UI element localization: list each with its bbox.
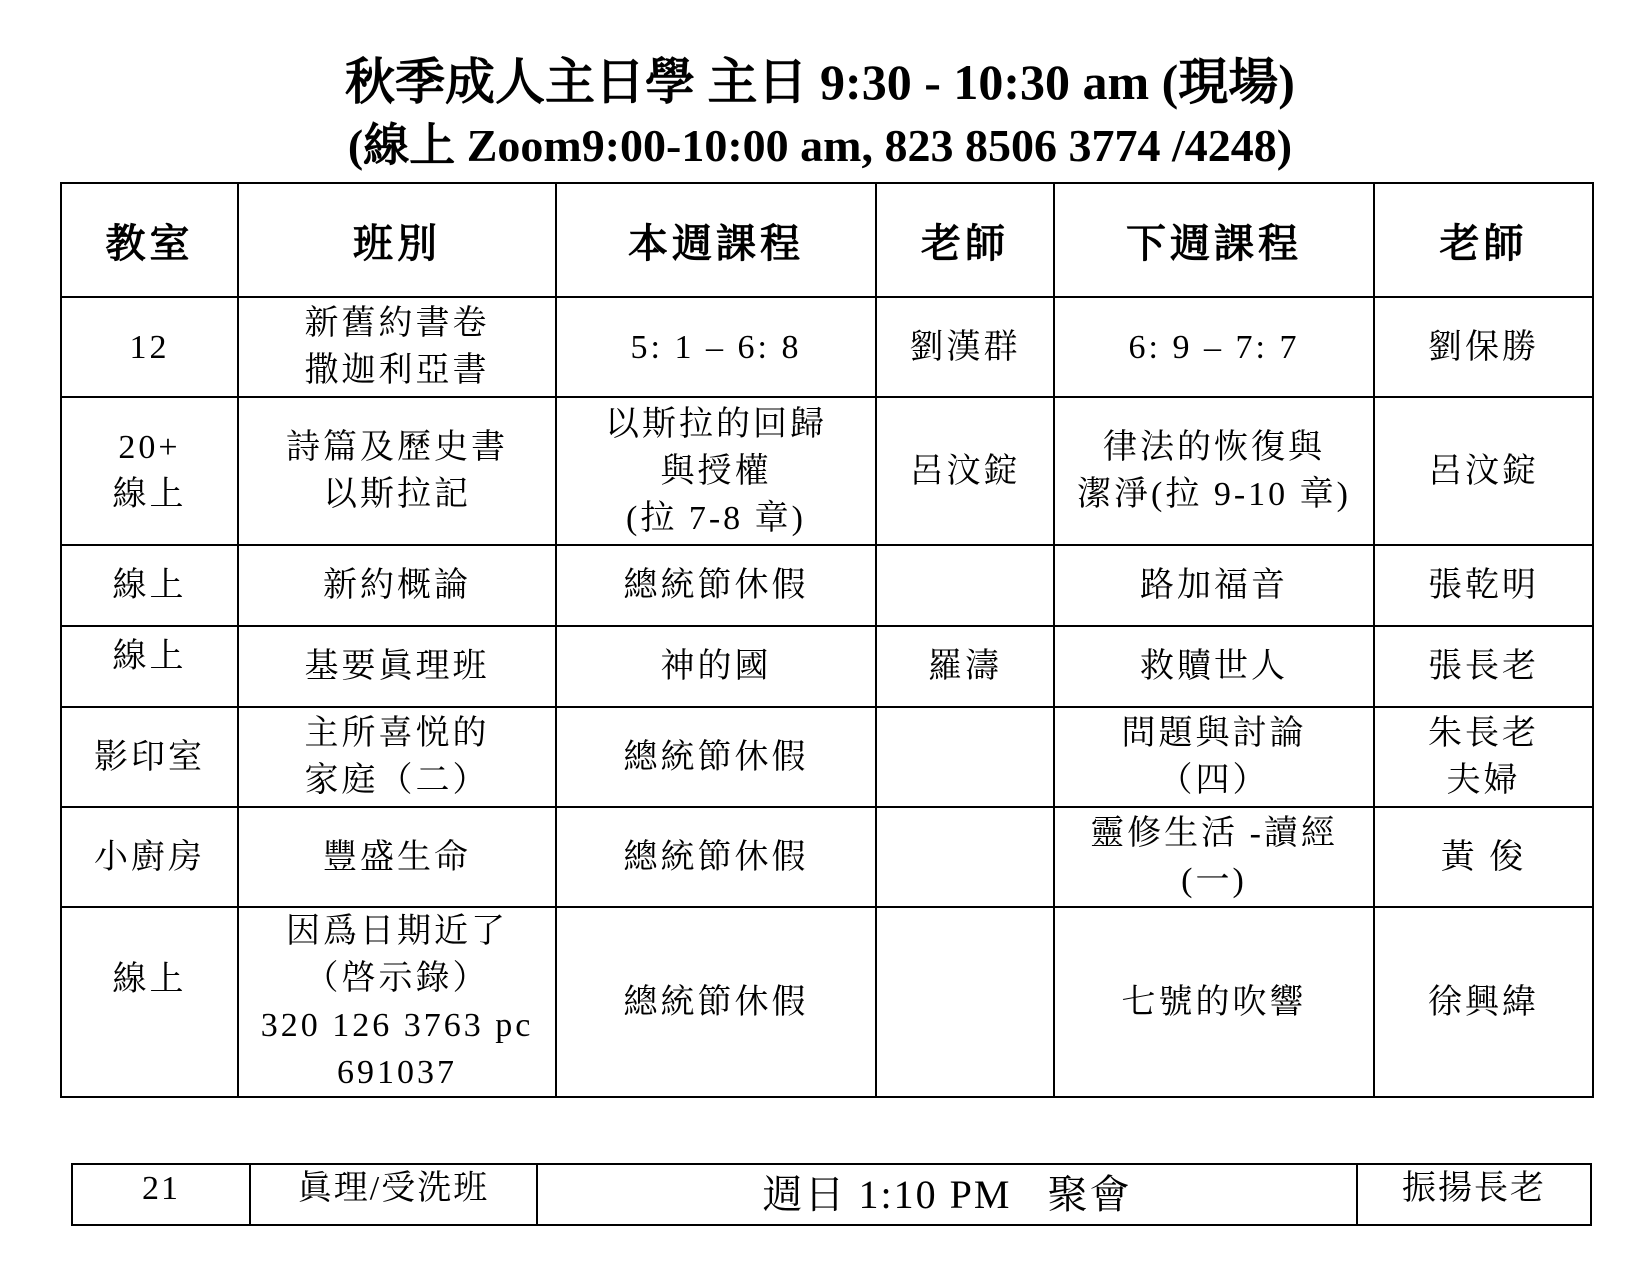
this-week-text: (拉 7-8 章) — [626, 499, 806, 537]
header-next-teacher: 老師 — [1374, 183, 1593, 297]
this-week-text: 5: 1 – 6: 8 — [630, 328, 802, 366]
teacher-cell — [876, 707, 1054, 807]
next-teacher-cell — [1374, 397, 1593, 545]
header-classroom: 教室 — [61, 183, 238, 297]
room-text: 線上 — [112, 476, 187, 513]
this-week-text: 以斯拉的回歸 — [605, 405, 827, 443]
next-week-text: 問題與討論 — [1121, 715, 1307, 752]
next-teacher-text: 夫婦 — [1446, 762, 1521, 799]
next-week-text: （四） — [1158, 762, 1270, 799]
this-week-cell — [556, 397, 876, 545]
room-cell — [61, 545, 238, 626]
class-text: 因爲日期近了 — [286, 913, 508, 950]
table-row — [61, 626, 1593, 707]
this-week-text: 總統節休假 — [623, 983, 809, 1021]
this-week-cell — [556, 626, 876, 707]
next-teacher-text: 黃 俊 — [1440, 838, 1527, 876]
next-teacher-text: 張長老 — [1428, 648, 1539, 685]
teacher-cell — [876, 807, 1054, 907]
class-text: 320 126 3763 pc — [260, 1007, 534, 1044]
meeting-time-cell: 週日 1:10 PM 聚會 — [537, 1164, 1357, 1225]
next-teacher-text: 朱長老 — [1428, 715, 1539, 752]
class-cell — [238, 545, 556, 626]
class-text: （啓示錄） — [304, 960, 490, 997]
next-teacher-text: 徐興緯 — [1428, 983, 1539, 1021]
teacher-text: 呂汶錠 — [909, 452, 1021, 490]
teacher-cell — [876, 907, 1054, 1097]
header-this-week-course: 本週課程 — [556, 183, 876, 297]
next-teacher-cell — [1374, 297, 1593, 397]
this-week-text: 神的國 — [660, 648, 772, 685]
room-cell — [61, 707, 238, 807]
table-row — [61, 397, 1593, 545]
room-text: 線上 — [112, 961, 187, 998]
next-teacher-cell — [1374, 707, 1593, 807]
next-week-cell — [1054, 297, 1374, 397]
next-week-text: 潔淨(拉 9-10 章) — [1077, 476, 1351, 513]
next-week-cell — [1054, 807, 1374, 907]
baptism-class-table — [71, 1163, 1592, 1226]
teacher-text: 羅濤 — [928, 648, 1002, 685]
this-week-cell — [556, 297, 876, 397]
class-cell — [238, 707, 556, 807]
header-next-week-course: 下週課程 — [1054, 183, 1374, 297]
class-text: 新舊約書卷 — [304, 305, 490, 342]
this-week-cell — [556, 907, 876, 1097]
class-text: 家庭（二） — [304, 762, 490, 799]
room-cell — [61, 626, 238, 707]
teacher-text: 劉漢群 — [909, 328, 1021, 366]
room-text: 小廚房 — [94, 838, 205, 876]
this-week-text: 總統節休假 — [623, 738, 809, 776]
this-week-text: 總統節休假 — [623, 838, 809, 876]
schedule-table — [60, 182, 1594, 1098]
room-cell — [61, 807, 238, 907]
this-week-cell — [556, 807, 876, 907]
this-week-cell — [556, 545, 876, 626]
teacher-cell: 振揚長老 — [1357, 1164, 1591, 1225]
room-cell: 21 — [72, 1164, 250, 1225]
next-week-text: 律法的恢復與 — [1103, 429, 1325, 466]
next-week-cell — [1054, 626, 1374, 707]
next-week-text: 靈修生活 -讀經 — [1090, 815, 1338, 852]
next-week-cell — [1054, 907, 1374, 1097]
class-cell — [238, 397, 556, 545]
header-class: 班別 — [238, 183, 556, 297]
table-row — [61, 807, 1593, 907]
class-cell — [238, 807, 556, 907]
class-text: 基要眞理班 — [304, 648, 490, 685]
this-week-text: 總統節休假 — [623, 567, 809, 604]
page-subtitle: (線上 Zoom9:00-10:00 am, 823 8506 3774 /4248) — [347, 120, 1293, 171]
next-week-cell — [1054, 397, 1374, 545]
class-text: 豐盛生命 — [323, 838, 471, 876]
next-week-cell — [1054, 545, 1374, 626]
room-cell — [61, 907, 238, 1097]
table-row — [72, 1164, 1591, 1225]
next-week-text: (一) — [1181, 862, 1247, 899]
table-row — [61, 907, 1593, 1097]
room-text: 12 — [129, 328, 170, 366]
teacher-cell — [876, 397, 1054, 545]
this-week-cell — [556, 707, 876, 807]
table-row — [61, 297, 1593, 397]
table-row — [61, 545, 1593, 626]
table-row — [61, 707, 1593, 807]
this-week-text: 與授權 — [660, 452, 772, 490]
class-cell — [238, 297, 556, 397]
room-cell — [61, 397, 238, 545]
class-text: 以斯拉記 — [323, 476, 471, 513]
next-week-text: 路加福音 — [1140, 567, 1288, 604]
class-text: 691037 — [337, 1054, 457, 1091]
next-teacher-text: 劉保勝 — [1428, 328, 1539, 366]
next-teacher-cell — [1374, 907, 1593, 1097]
table-header-row — [61, 183, 1593, 297]
header-teacher: 老師 — [876, 183, 1054, 297]
class-text: 主所喜悦的 — [304, 715, 490, 752]
page-title: 秋季成人主日學 主日 9:30 - 10:30 am (現場) — [345, 54, 1295, 110]
next-teacher-text: 張乾明 — [1428, 567, 1539, 604]
room-text: 線上 — [112, 567, 187, 604]
next-teacher-cell — [1374, 545, 1593, 626]
room-text: 影印室 — [94, 738, 205, 776]
class-text: 撒迦利亞書 — [304, 352, 490, 389]
teacher-cell — [876, 626, 1054, 707]
next-teacher-cell — [1374, 626, 1593, 707]
class-text: 詩篇及歷史書 — [286, 429, 508, 466]
next-week-text: 七號的吹響 — [1121, 983, 1307, 1021]
room-text: 20+ — [118, 429, 181, 466]
class-text: 新約概論 — [323, 567, 471, 604]
class-cell: 眞理/受洗班 — [250, 1164, 537, 1225]
teacher-cell — [876, 545, 1054, 626]
room-cell — [61, 297, 238, 397]
next-teacher-text: 呂汶錠 — [1428, 452, 1539, 490]
next-week-text: 6: 9 – 7: 7 — [1128, 328, 1300, 366]
next-teacher-cell — [1374, 807, 1593, 907]
class-cell — [238, 907, 556, 1097]
next-week-cell — [1054, 707, 1374, 807]
teacher-cell — [876, 297, 1054, 397]
class-cell — [238, 626, 556, 707]
room-text: 線上 — [112, 638, 187, 675]
next-week-text: 救贖世人 — [1140, 648, 1288, 685]
